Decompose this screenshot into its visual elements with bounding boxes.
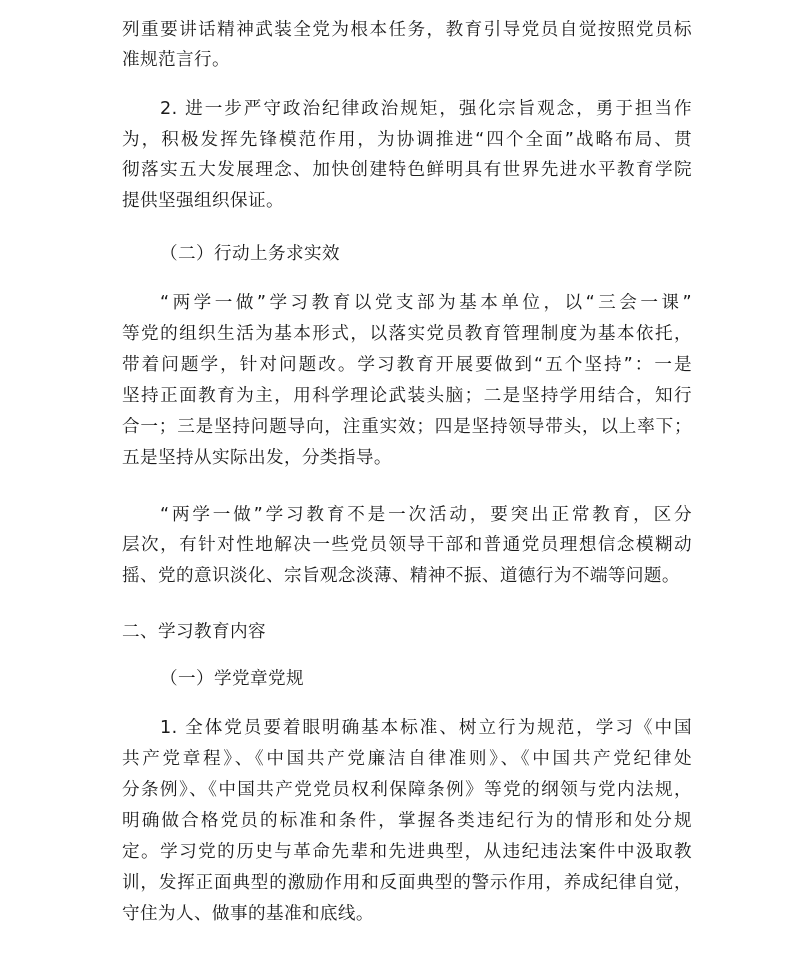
paragraph-2-line-3: 彻落实五大发展理念、加快创建特色鲜明具有世界先进水平教育学院 [122,160,692,180]
paragraph-4-line-3: 摇、党的意识淡化、宗旨观念淡薄、精神不振、道德行为不端等问题。 [122,566,680,586]
paragraph-3-line-4: 坚持正面教育为主，用科学理论武装头脑；二是坚持学用结合，知行 [122,386,692,406]
paragraph-5-line-6: 训，发挥正面典型的激励作用和反面典型的警示作用，养成纪律自觉， [122,873,692,893]
paragraph-1-line-2: 准规范言行。 [122,50,230,70]
paragraph-2-line-4: 提供坚强组织保证。 [122,191,284,211]
section-heading-action: （二）行动上务求实效 [160,244,340,264]
paragraph-3-line-3: 带着问题学，针对问题改。学习教育开展要做到“五个坚持”：一是 [122,355,692,375]
paragraph-5-line-5: 定。学习党的历史与革命先辈和先进典型，从违纪违法案件中汲取教 [122,842,692,862]
paragraph-3-line-5: 合一；三是坚持问题导向，注重实效；四是坚持领导带头，以上率下； [122,417,692,437]
paragraph-3-line-6: 五是坚持从实际出发，分类指导。 [122,448,392,468]
paragraph-3-line-2: 等党的组织生活为基本形式，以落实党员教育管理制度为基本依托， [122,324,692,344]
paragraph-5-line-3: 分条例》、《中国共产党党员权利保障条例》等党的纲领与党内法规， [122,780,692,800]
section-heading-content: 二、学习教育内容 [122,622,266,642]
paragraph-5-line-4: 明确做合格党员的标准和条件，掌握各类违纪行为的情形和处分规 [122,811,692,831]
paragraph-2-line-2: 为，积极发挥先锋模范作用，为协调推进“四个全面”战略布局、贯 [122,130,692,150]
paragraph-1-line-1: 列重要讲话精神武装全党为根本任务，教育引导党员自觉按照党员标 [122,20,692,40]
section-heading-party-rules: （一）学党章党规 [160,669,304,689]
paragraph-5-line-2: 共产党章程》、《中国共产党廉洁自律准则》、《中国共产党纪律处 [122,749,692,769]
paragraph-4-line-1: “两学一做”学习教育不是一次活动，要突出正常教育，区分 [160,505,692,525]
paragraph-5-line-7: 守住为人、做事的基准和底线。 [122,904,374,924]
paragraph-2-line-1: 2. 进一步严守政治纪律政治规矩，强化宗旨观念，勇于担当作 [160,99,692,119]
paragraph-4-line-2: 层次，有针对性地解决一些党员领导干部和普通党员理想信念模糊动 [122,535,692,555]
paragraph-3-line-1: “两学一做”学习教育以党支部为基本单位，以“三会一课” [160,293,692,313]
paragraph-5-line-1: 1. 全体党员要着眼明确基本标准、树立行为规范，学习《中国 [160,718,692,738]
